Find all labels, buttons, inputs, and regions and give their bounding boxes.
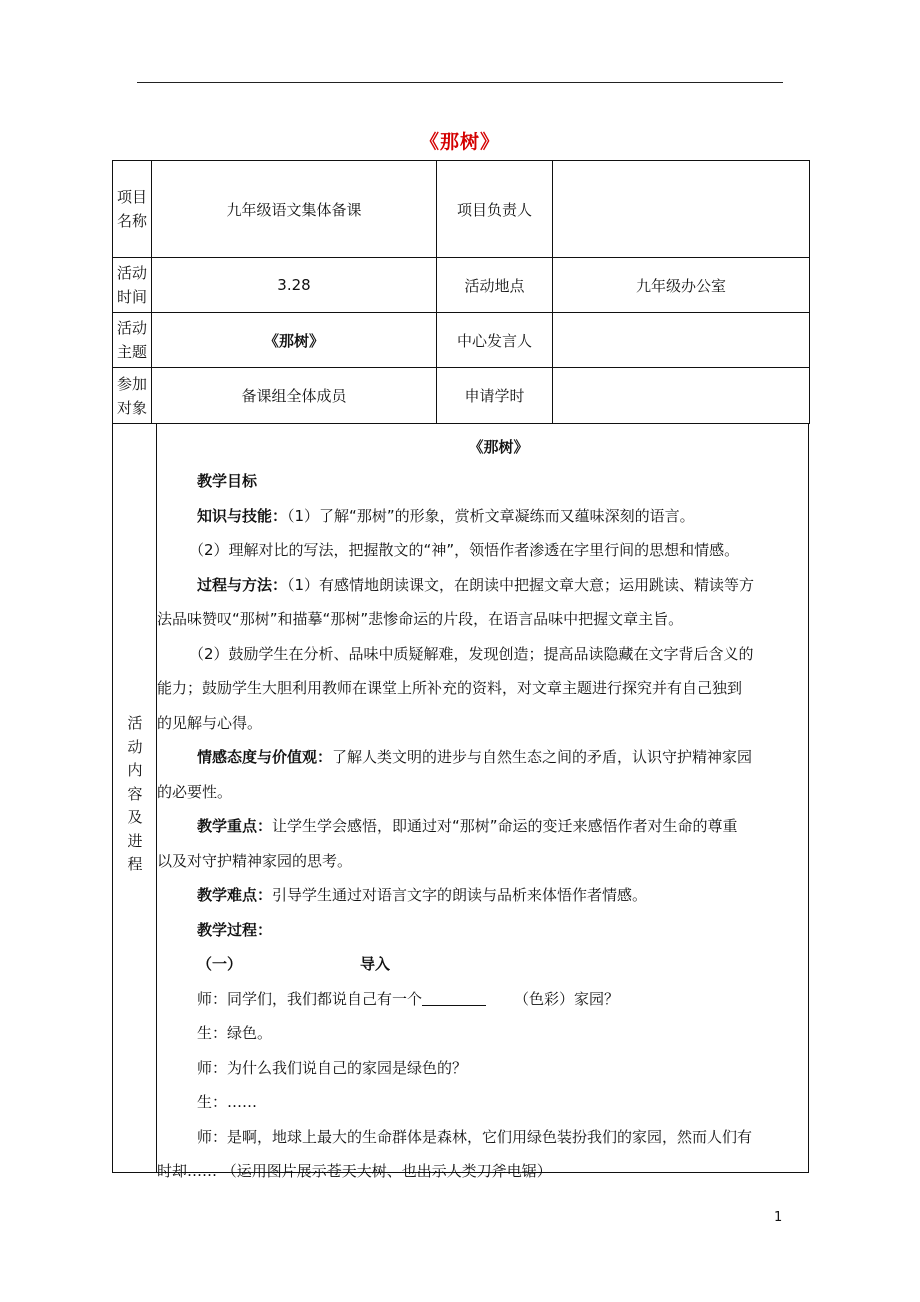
row-label: 参加 对象 <box>113 368 152 424</box>
activity-theme-value: 《那树》 <box>152 313 437 368</box>
table-row <box>113 368 810 424</box>
lesson-plan-body <box>157 424 808 1180</box>
process-paragraph: 过程与方法：（1）有感情地朗读课文，在朗读中把握文章大意；运用跳读、精读等方 <box>197 575 755 594</box>
dialogue-line: 生：绿色。 <box>197 1024 273 1042</box>
participants-value: 备课组全体成员 <box>152 368 437 424</box>
procedure-heading: 教学过程： <box>197 920 273 939</box>
project-lead-value <box>553 161 810 258</box>
section-heading: （一） 导入 <box>197 955 391 973</box>
field-label: 活动地点 <box>437 258 553 313</box>
emotion-continuation: 的必要性。 <box>157 782 233 801</box>
goals-heading: 教学目标 <box>197 472 258 490</box>
activity-time-value: 3.28 <box>152 258 437 313</box>
fill-blank <box>422 989 486 1006</box>
lesson-subtitle: 《那树》 <box>468 438 529 456</box>
field-label: 中心发言人 <box>437 313 553 368</box>
difficulty-paragraph: 教学难点：引导学生通过对语言文字的朗读与品析来体悟作者情感。 <box>197 886 648 904</box>
speaker-value <box>553 313 810 368</box>
credit-hours-value <box>553 368 810 424</box>
process-continuation: 的见解与心得。 <box>157 713 263 732</box>
process-item-2: （2）鼓励学生在分析、品味中质疑解难，发现创造；提高品读隐藏在文字背后含义的 <box>189 644 754 663</box>
page-number: 1 <box>774 1210 783 1225</box>
process-continuation: 法品味赞叹“那树”和描摹“那树”悲惨命运的片段，在语言品味中把握文章主旨。 <box>157 610 684 628</box>
info-table <box>112 160 810 424</box>
table-row <box>113 313 810 368</box>
side-label: 活 动 内 容 及 进 程 <box>113 424 157 1172</box>
dialogue-line: 师：是啊，地球上最大的生命群体是森林，它们用绿色装扮我们的家园，然而人们有 <box>197 1127 753 1146</box>
focus-continuation: 以及对守护精神家园的思考。 <box>157 851 353 870</box>
document-title: 《那树》 <box>419 131 500 153</box>
dialogue-continuation: 时却…… （运用图片展示苍天大树、也出示人类刀斧电锯） <box>157 1162 552 1180</box>
dialogue-line: 生：…… <box>197 1093 258 1111</box>
process-continuation: 能力；鼓励学生大胆利用教师在课堂上所补充的资料，对文章主题进行探究并有自己独到 <box>157 679 743 697</box>
header-rule <box>137 82 783 83</box>
knowledge-paragraph: 知识与技能：（1）了解“那树”的形象，赏析文章凝练而又蕴味深刻的语言。 <box>197 506 695 525</box>
emotion-paragraph: 情感态度与价值观：了解人类文明的进步与自然生态之间的矛盾，认识守护精神家园 <box>197 748 753 766</box>
focus-paragraph: 教学重点：让学生学会感悟，即通过对“那树”命运的变迁来感悟作者对生命的尊重 <box>197 817 738 835</box>
dialogue-line: 师：为什么我们说自己的家园是绿色的？ <box>197 1058 468 1077</box>
table-row <box>113 161 810 258</box>
field-label: 申请学时 <box>437 368 553 424</box>
activity-location-value: 九年级办公室 <box>553 258 810 313</box>
knowledge-item-2: （2）理解对比的写法，把握散文的“神”，领悟作者渗透在字里行间的思想和情感。 <box>189 541 740 559</box>
activity-content-section <box>112 424 809 1180</box>
field-label: 项目负责人 <box>437 161 553 258</box>
row-label: 活动 主题 <box>113 313 152 368</box>
row-label: 活动 时间 <box>113 258 152 313</box>
project-name-value: 九年级语文集体备课 <box>152 161 437 258</box>
dialogue-line: 师：同学们，我们都说自己有一个 （色彩）家园？ <box>197 989 620 1008</box>
row-label: 项目 名称 <box>113 161 152 258</box>
table-row <box>113 258 810 313</box>
